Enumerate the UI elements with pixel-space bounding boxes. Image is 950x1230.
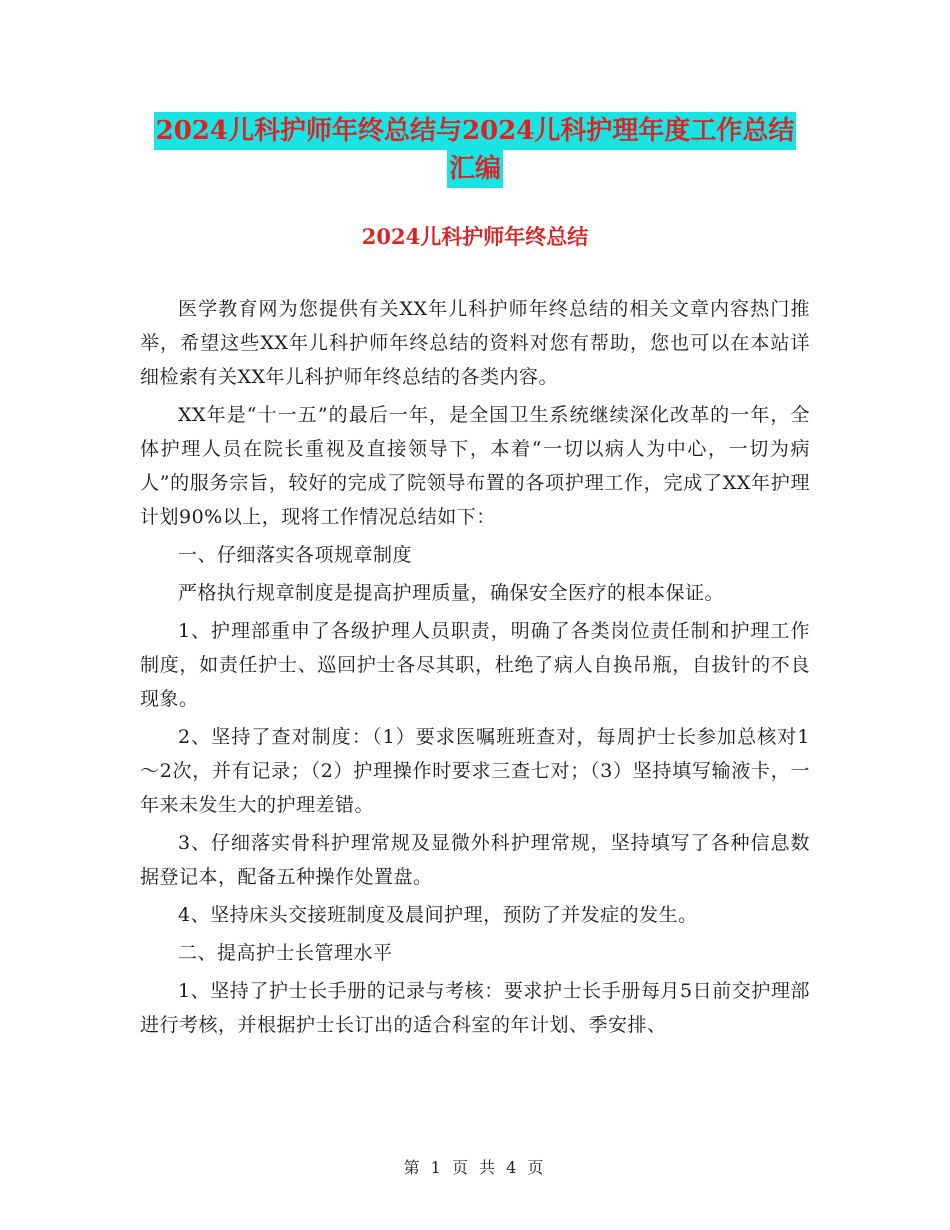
document-body bbox=[140, 292, 810, 1046]
title-line-2: 汇编 bbox=[447, 150, 503, 188]
document-title bbox=[140, 112, 810, 188]
section-heading: 二、提高护士长管理水平 bbox=[178, 942, 393, 964]
section-title: 2024儿科护师年终总结 bbox=[361, 224, 589, 249]
page-footer: 第 1 页 共 4 页 bbox=[403, 1158, 547, 1177]
paragraph: 严格执行规章制度是提高护理质量，确保安全医疗的根本保证。 bbox=[178, 582, 725, 604]
paragraph: 1、坚持了护士长手册的记录与考核：要求护士长手册每月5日前交护理部进行考核，并根据护士长订出的适合科室的年计划、季安排、 bbox=[140, 980, 810, 1036]
paragraph: 2、坚持了查对制度：（1）要求医嘱班班查对，每周护士长参加总核对1～2次，并有记录；（2）护理操作时要求三查七对；（3）坚持填写输液卡，一年来未发生大的护理差错。 bbox=[140, 726, 810, 816]
paragraph: 4、坚持床头交接班制度及晨间护理，预防了并发症的发生。 bbox=[178, 904, 698, 926]
paragraph: 1、护理部重申了各级护理人员职责，明确了各类岗位责任制和护理工作制度，如责任护士、巡回护士各尽其职，杜绝了病人自换吊瓶，自拔针的不良现象。 bbox=[140, 620, 810, 710]
section-heading: 一、仔细落实各项规章制度 bbox=[178, 544, 413, 566]
paragraph: 医学教育网为您提供有关XX年儿科护师年终总结的相关文章内容热门推举，希望这些XX年儿科护师年终总结的资料对您有帮助，您也可以在本站详细检索有关XX年儿科护师年终总结的各类内容。 bbox=[140, 298, 810, 388]
paragraph: XX年是“十一五”的最后一年，是全国卫生系统继续深化改革的一年，全体护理人员在院长重视及直接领导下，本着“一切以病人为中心，一切为病人”的服务宗旨，较好的完成了院领导布置的各项护理工作，完成了XX年护理计划90%以上，现将工作情况总结如下： bbox=[140, 404, 810, 528]
title-line-1: 2024儿科护师年终总结与2024儿科护理年度工作总结 bbox=[154, 112, 797, 150]
paragraph: 3、仔细落实骨科护理常规及显微外科护理常规，坚持填写了各种信息数据登记本，配备五种操作处置盘。 bbox=[140, 832, 810, 888]
